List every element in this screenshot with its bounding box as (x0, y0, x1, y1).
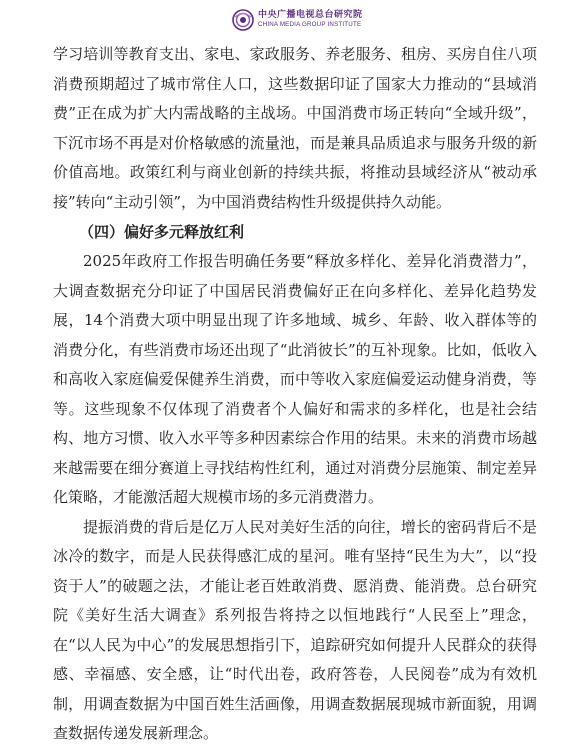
section-heading: （四）偏好多元释放红利 (79, 223, 245, 241)
paragraph-3: 提振消费的背后是亿万人民对美好生活的向往，增长的密码背后不是冰冷的数字，而是人民获得感汇成的星河。唯有坚持“民生为大”，以“投资于人”的破题之法，才能让老百姓敢消费、愿消费、能消费。总台研究院《美好生活大调查》系列报告将持之以恒地践行“人民至上”理念，在“以人民为中心”的发展思想指引下，追踪研究如何提升人民群众的获得感、幸福感、安全感，让“时代出卷，政府答卷，人民阅卷”成为有效机制，用调查数据为中国百姓生活画像，用调查数据展现城市新面貌，用调查数据传递发展新理念。 (53, 517, 537, 742)
org-name-cn: 中央广播电视总台研究院 (258, 10, 363, 21)
org-name-en: CHINA MEDIA GROUP INSTITUTE (258, 21, 362, 29)
paragraph-1: 学习培训等教育支出、家电、家政服务、养老服务、租房、买房自住八项消费预期超过了城市常住人口，这些数据印证了国家大力推动的“县域消费”正在成为扩大内需战略的主战场。中国消费市场正转向“全域升级”，下沉市场不再是对价格敏感的流量池，而是兼具品质追求与服务升级的新价值高地。政策红利与商业创新的持续共振，将推动县域经济从“被动承接”转向“主动引领”，为中国消费结构性升级提供持久动能。 (53, 45, 537, 211)
org-name (258, 11, 363, 28)
page-header (232, 8, 363, 32)
paragraph-2: 2025年政府工作报告明确任务要“释放多样化、差异化消费潜力”，大调查数据充分印证了中国居民消费偏好正在向多样化、差异化趋势发展，14个消费大项中明显出现了许多地域、城乡、年龄、收入群体等的消费分化，有些消费市场还出现了“此消彼长”的互补现象。比如，低收入和高收入家庭偏爱保健养生消费，而中等收入家庭偏爱运动健身消费，等等。这些现象不仅体现了消费者个人偏好和需求的多样化，也是社会结构、地方习惯、收入水平等多种因素综合作用的结果。未来的消费市场越来越需要在细分赛道上寻找结构性红利，通过对消费分层施策、制定差异化策略，才能激活超大规模市场的多元消费潜力。 (53, 252, 537, 506)
document-body (53, 40, 537, 749)
cmg-logo-icon (232, 9, 254, 31)
